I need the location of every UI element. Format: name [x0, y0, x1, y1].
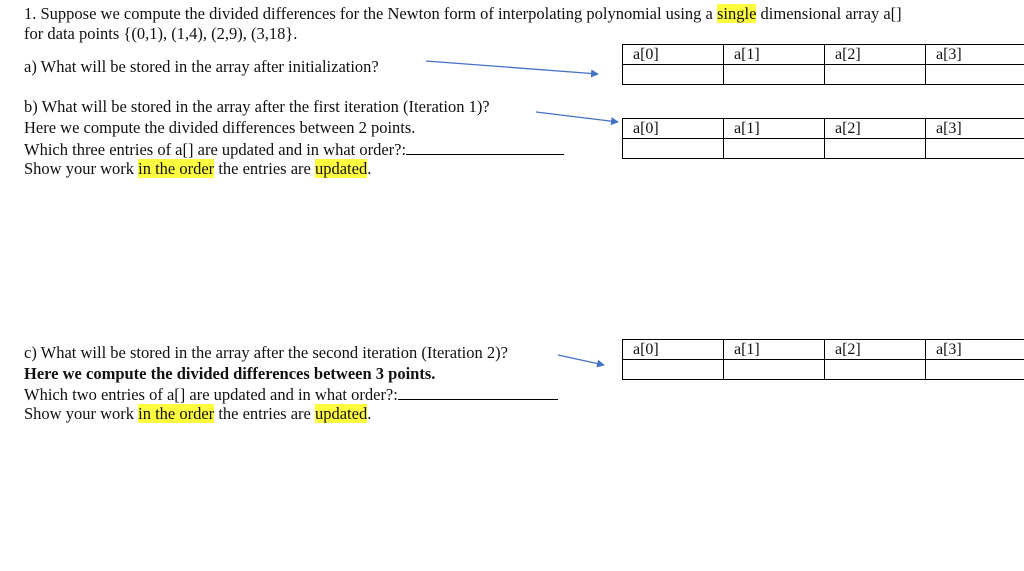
- arrow-part-b: [536, 112, 618, 122]
- array-value-cell[interactable]: [724, 139, 825, 159]
- part-c-order-prompt: Which two entries of a[] are updated and in what order?:: [24, 385, 398, 404]
- array-value-cell[interactable]: [724, 65, 825, 85]
- array-header-cell: a[1]: [724, 45, 825, 65]
- array-header-cell: a[2]: [825, 340, 926, 360]
- array-header-cell: a[3]: [926, 45, 1024, 65]
- show-work-mid: the entries are: [214, 159, 315, 178]
- arrow-part-c: [558, 355, 604, 365]
- array-table-a: [622, 44, 1024, 85]
- array-header-cell: a[2]: [825, 45, 926, 65]
- array-value-cell[interactable]: [926, 360, 1024, 380]
- highlight-in-the-order: in the order: [138, 159, 215, 178]
- array-value-cell[interactable]: [623, 360, 724, 380]
- show-work-end: .: [367, 404, 372, 423]
- highlight-single: single: [717, 4, 757, 23]
- highlight-in-the-order: in the order: [138, 404, 215, 423]
- array-header-cell: a[1]: [724, 119, 825, 139]
- array-header-cell: a[0]: [623, 340, 724, 360]
- array-value-cell[interactable]: [825, 360, 926, 380]
- array-value-cell[interactable]: [926, 139, 1024, 159]
- arrow-part-a: [426, 61, 598, 74]
- array-value-cell[interactable]: [825, 139, 926, 159]
- array-value-cell[interactable]: [724, 360, 825, 380]
- question-1-text-end: dimensional array a[]: [756, 4, 902, 23]
- part-c-question: c) What will be stored in the array after the second iteration (Iteration 2)?: [24, 343, 508, 362]
- array-table-b: [622, 118, 1024, 159]
- array-header-cell: a[3]: [926, 340, 1024, 360]
- array-value-cell[interactable]: [623, 139, 724, 159]
- array-table-c: [622, 339, 1024, 380]
- show-work-end: .: [367, 159, 372, 178]
- array-value-cell[interactable]: [623, 65, 724, 85]
- array-header-cell: a[2]: [825, 119, 926, 139]
- part-b-line-2: Here we compute the divided differences between 2 points.: [24, 118, 416, 137]
- part-b-question: b) What will be stored in the array after the first iteration (Iteration 1)?: [24, 97, 490, 116]
- show-work-text: Show your work: [24, 159, 139, 178]
- question-1-text: 1. Suppose we compute the divided differences for the Newton form of interpolating polynomial using a: [24, 4, 717, 23]
- highlight-updated: updated: [314, 159, 368, 178]
- array-header-cell: a[1]: [724, 340, 825, 360]
- highlight-updated: updated: [314, 404, 368, 423]
- part-a-question: a) What will be stored in the array after initialization?: [24, 57, 379, 76]
- show-work-mid: the entries are: [214, 404, 315, 423]
- array-value-cell[interactable]: [825, 65, 926, 85]
- array-value-cell[interactable]: [926, 65, 1024, 85]
- part-b-order-prompt: Which three entries of a[] are updated and in what order?:: [24, 140, 407, 159]
- question-1-line-2: for data points {(0,1), (1,4), (2,9), (3,18}.: [24, 24, 298, 43]
- array-header-cell: a[3]: [926, 119, 1024, 139]
- array-header-cell: a[0]: [623, 119, 724, 139]
- array-header-cell: a[0]: [623, 45, 724, 65]
- part-c-line-2: Here we compute the divided differences between 3 points.: [24, 364, 436, 383]
- show-work-text: Show your work: [24, 404, 139, 423]
